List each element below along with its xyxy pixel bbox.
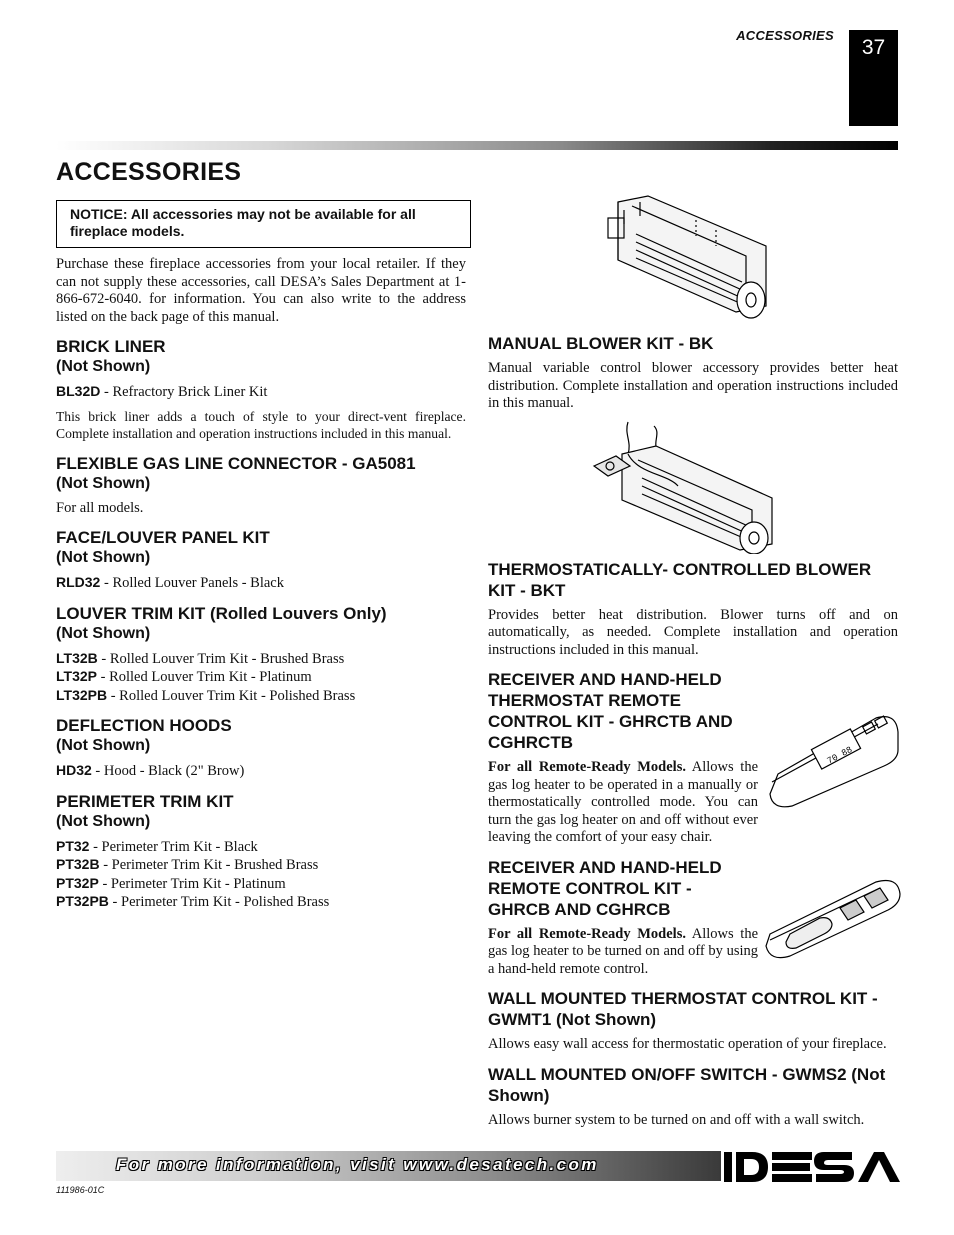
wall-thermostat-heading: WALL MOUNTED THERMOSTAT CONTROL KIT - GWMT1 (Not Shown) xyxy=(488,989,878,1029)
deflection-subheading: (Not Shown) xyxy=(56,737,151,754)
page-number-box xyxy=(849,30,898,126)
manual-blower-illustration xyxy=(596,190,786,330)
section-wall-thermostat xyxy=(488,988,898,1054)
section-brick-liner xyxy=(56,336,466,443)
document-number: 111986-01C xyxy=(56,1185,105,1195)
gas-line-heading: FLEXIBLE GAS LINE CONNECTOR - GA5081 xyxy=(56,453,416,473)
section-deflection-hoods xyxy=(56,715,466,781)
notice-box: NOTICE: All accessories may not be available for all fireplace models. xyxy=(56,200,471,248)
perimeter-item: PT32B - Perimeter Trim Kit - Brushed Brass xyxy=(56,856,319,873)
face-louver-heading: FACE/LOUVER PANEL KIT xyxy=(56,528,270,547)
deflection-item: HD32 - Hood - Black (2" Brow) xyxy=(56,762,245,779)
brick-liner-heading: BRICK LINER xyxy=(56,337,166,356)
thermo-remote-text: For all Remote-Ready Models. Allows the gas log heater to be operated in a manually or thermostatically controlled mode. You can turn the gas log heater on and off without ever leaving the comfort of your easy chair. xyxy=(488,759,759,845)
footer-website-text: For more information, visit www.desatech.com xyxy=(116,1155,599,1174)
remote-heading: RECEIVER AND HAND-HELD REMOTE CONTROL KIT - GHRCB AND CGHRCB xyxy=(488,857,722,919)
left-column xyxy=(56,256,466,912)
perimeter-item: PT32 - Perimeter Trim Kit - Black xyxy=(56,837,258,855)
header-gradient-bar xyxy=(56,141,898,150)
section-wall-switch xyxy=(488,1064,898,1130)
thermostat-remote-illustration xyxy=(764,710,904,810)
section-face-louver xyxy=(56,527,466,593)
perimeter-subheading: (Not Shown) xyxy=(56,812,151,830)
louver-trim-item: LT32B - Rolled Louver Trim Kit - Brushed Brass xyxy=(56,649,345,667)
section-thermo-blower xyxy=(488,559,898,660)
section-perimeter-trim xyxy=(56,791,466,912)
brick-liner-text: This brick liner adds a touch of style to your direct-vent fireplace. Complete installation and operation instructions included in this manual. xyxy=(56,408,466,441)
perimeter-heading: PERIMETER TRIM KIT xyxy=(56,791,234,811)
face-louver-subheading: (Not Shown) xyxy=(56,549,151,566)
gas-line-text: For all models. xyxy=(56,499,144,516)
brick-liner-item: BL32D - Refractory Brick Liner Kit xyxy=(56,383,268,400)
wall-switch-heading: WALL MOUNTED ON/OFF SWITCH - GWMS2 (Not Shown) xyxy=(488,1064,886,1105)
wall-switch-text: Allows burner system to be turned on and off with a wall switch. xyxy=(488,1111,865,1128)
remote-control-illustration xyxy=(764,870,904,960)
wall-thermostat-text: Allows easy wall access for thermostatic operation of your fireplace. xyxy=(488,1036,887,1052)
page-title: ACCESSORIES xyxy=(56,158,242,186)
face-louver-item: RLD32 - Rolled Louver Panels - Black xyxy=(56,574,284,591)
thermo-blower-heading: THERMOSTATICALLY- CONTROLLED BLOWER KIT - BKT xyxy=(488,559,872,600)
section-header-label: ACCESSORIES xyxy=(736,28,834,43)
remote-display-text: 70 88 xyxy=(825,744,855,767)
manual-blower-text: Manual variable control blower accessory provides better heat distribution. Complete installation and operation instructions included in this manual. xyxy=(488,360,898,411)
louver-trim-item: LT32P - Rolled Louver Trim Kit - Platinum xyxy=(56,668,312,685)
deflection-heading: DEFLECTION HOODS xyxy=(56,716,232,735)
brick-liner-subheading: (Not Shown) xyxy=(56,358,151,375)
louver-trim-item: LT32PB - Rolled Louver Trim Kit - Polished Brass xyxy=(56,686,356,704)
louver-trim-subheading: (Not Shown) xyxy=(56,624,151,642)
section-louver-trim xyxy=(56,603,466,706)
remote-text: For all Remote-Ready Models. Allows the gas log heater to be turned on and off by using a hand-held remote control. xyxy=(488,925,759,977)
manual-blower-heading: MANUAL BLOWER KIT - BK xyxy=(488,334,714,353)
thermo-blower-text: Provides better heat distribution. Blower turns off and on automatically, as needed. Complete installation and operation instructions included in this manual. xyxy=(488,606,898,658)
desa-logo xyxy=(724,1150,900,1184)
perimeter-item: PT32P - Perimeter Trim Kit - Platinum xyxy=(56,874,286,892)
intro-paragraph: Purchase these fireplace accessories from your local retailer. If they can not supply these accessories, call DESA’s Sales Department at 1-866-672-6040. for information. You can also write to the address listed on the back page of this manual. xyxy=(56,256,466,325)
thermo-remote-heading: RECEIVER AND HAND-HELD THERMOSTAT REMOTE CONTROL KIT - GHRCTB AND CGHRCTB xyxy=(488,670,733,752)
page-number: 37 xyxy=(861,36,886,59)
section-manual-blower xyxy=(488,333,898,413)
perimeter-item: PT32PB - Perimeter Trim Kit - Polished Brass xyxy=(56,893,330,910)
gas-line-subheading: (Not Shown) xyxy=(56,474,151,492)
louver-trim-heading: LOUVER TRIM KIT (Rolled Louvers Only) xyxy=(56,603,387,623)
section-gas-line xyxy=(56,453,466,518)
